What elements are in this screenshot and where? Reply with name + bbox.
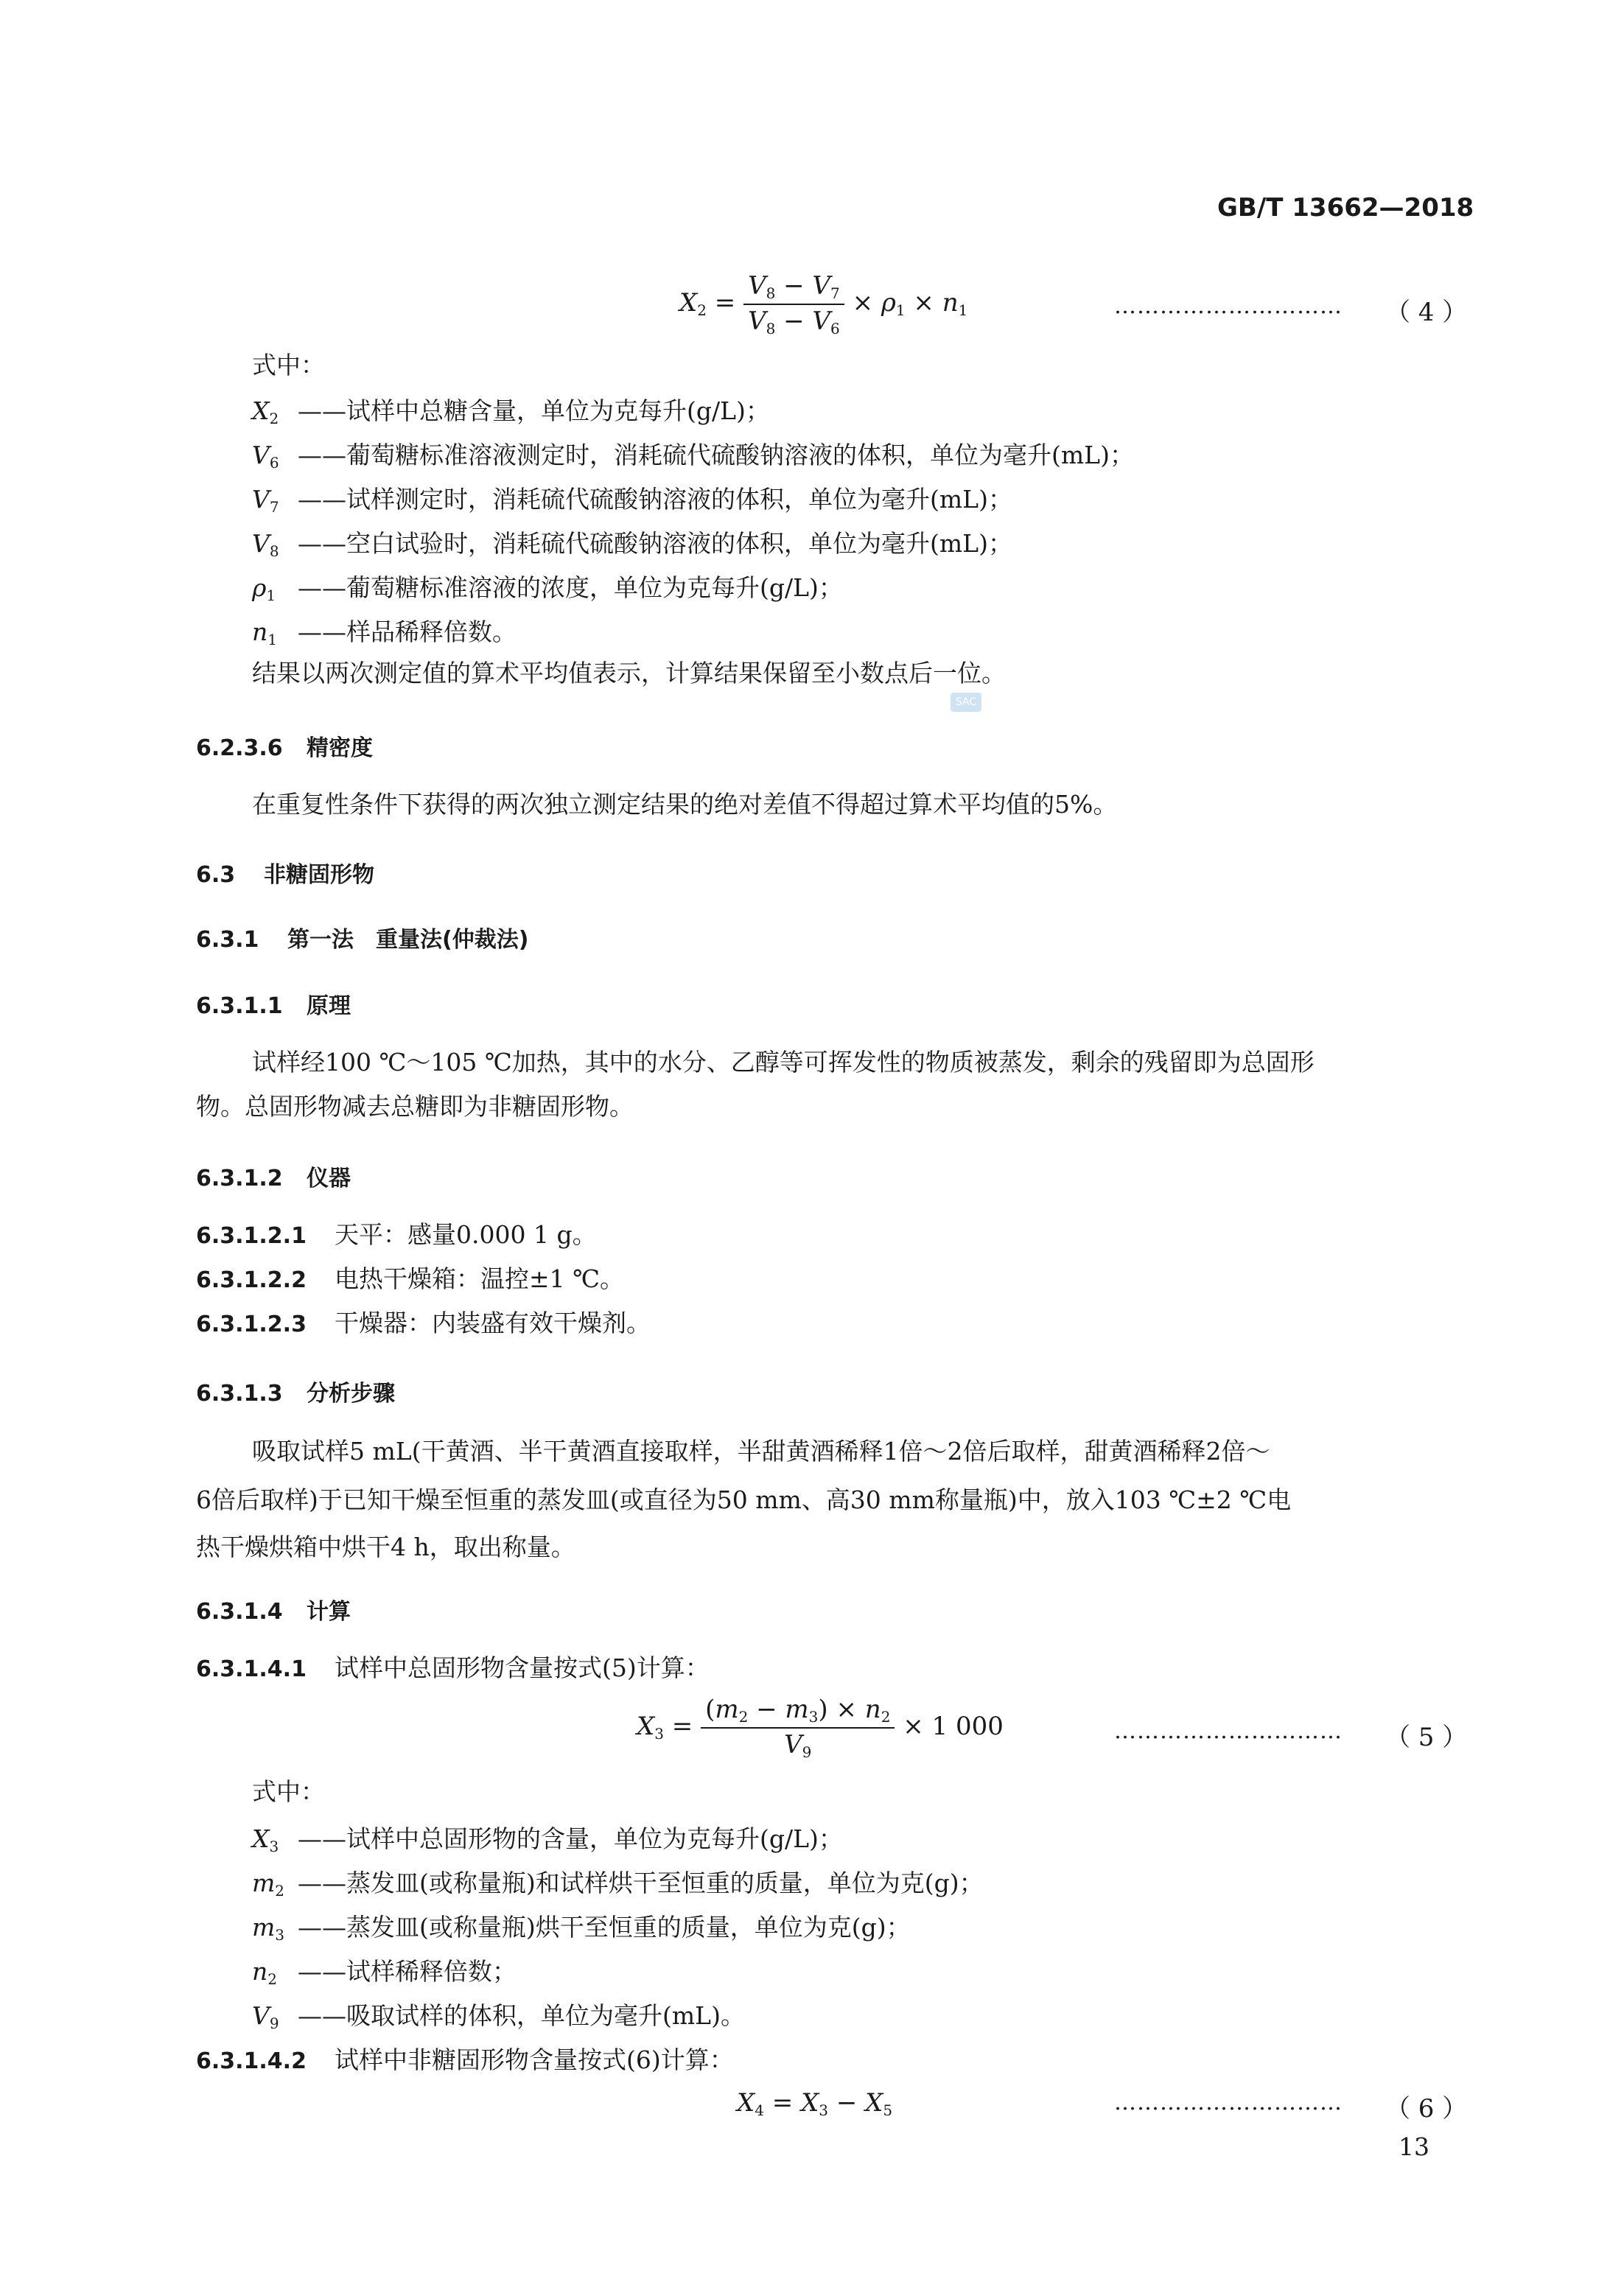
page-number: 13: [1399, 2132, 1429, 2161]
formula-5: $X_3$ = $\frac{(m_2 - m_3) \times n_2}{V_9}$ × 1 000: [637, 1695, 1004, 1761]
definition-row: $X_3$ ——试样中总固形物的含量，单位为克每升(g/L)；: [252, 1824, 843, 1855]
apparatus-item: 6.3.1.2.3 干燥器：内装盛有效干燥剂。: [196, 1309, 651, 1337]
definition-row: $V_6$ ——葡萄糖标准溶液测定时，消耗硫代硫酸钠溶液的体积，单位为毫升(mL)；: [252, 441, 1134, 472]
clause-6-3-1-4-1: 6.3.1.4.1 试样中总固形物含量按式(5)计算：: [196, 1653, 710, 1682]
definition-row: $m_3$ ——蒸发皿(或称量瓶)烘干至恒重的质量，单位为克(g)；: [252, 1913, 911, 1944]
clause-6-3-1-4-2: 6.3.1.4.2 试样中非糖固形物含量按式(6)计算：: [196, 2045, 734, 2074]
formula-5-leader: …………………………: [1114, 1718, 1343, 1744]
apparatus-item: 6.3.1.2.2 电热干燥箱：温控±1 ℃。: [196, 1264, 625, 1293]
section-heading-6-3-1-1: 6.3.1.1 原理: [196, 993, 351, 1019]
formula-4: $X_2$ = $\frac{V_8 - V_7}{V_8 - V_6}$ × $\rho_1 \times n_1$: [679, 271, 968, 337]
formula-4-label: （ 4 ）: [1385, 298, 1468, 327]
definition-row: $V_7$ ——试样测定时，消耗硫代硫酸钠溶液的体积，单位为毫升(mL)；: [252, 485, 1012, 516]
paragraph-line: 6倍后取样)于已知干燥至恒重的蒸发皿(或直径为50 mm、高30 mm称量瓶)中，放入103 ℃±2 ℃电: [196, 1485, 1292, 1514]
definition-row: $n_2$ ——试样稀释倍数；: [252, 1957, 517, 1988]
definition-row: $\rho_1$ ——葡萄糖标准溶液的浓度，单位为克每升(g/L)；: [252, 573, 843, 604]
paragraph-line: 热干燥烘箱中烘干4 h，取出称量。: [196, 1533, 575, 1561]
formula-5-label: （ 5 ）: [1385, 1723, 1468, 1752]
section-heading-6-2-3-6: 6.2.3.6 精密度: [196, 735, 373, 761]
section-heading-6-3: 6.3 非糖固形物: [196, 862, 374, 888]
paragraph: 在重复性条件下获得的两次独立测定结果的绝对差值不得超过算术平均值的5%。: [252, 790, 1118, 819]
formula-6-label: （ 6 ）: [1385, 2094, 1468, 2124]
section-heading-6-3-1-4: 6.3.1.4 计算: [196, 1599, 351, 1625]
formula-4-leader: …………………………: [1114, 293, 1343, 319]
where-label-1: 式中：: [252, 351, 325, 379]
section-heading-6-3-1: 6.3.1 第一法 重量法(仲裁法): [196, 927, 529, 953]
paragraph-line: 吸取试样5 mL(干黄酒、半干黄酒直接取样，半甜黄酒稀释1倍～2倍后取样，甜黄酒稀释2倍～: [252, 1437, 1270, 1466]
definition-row: $X_2$ ——试样中总糖含量，单位为克每升(g/L)；: [252, 396, 770, 427]
definition-row: $m_2$ ——蒸发皿(或称量瓶)和试样烘干至恒重的质量，单位为克(g)；: [252, 1869, 984, 1900]
where-label-2: 式中：: [252, 1777, 325, 1806]
section-heading-6-3-1-2: 6.3.1.2 仪器: [196, 1166, 351, 1191]
paragraph-line: 试样经100 ℃～105 ℃加热，其中的水分、乙醇等可挥发性的物质被蒸发，剩余的残留即为总固形: [252, 1048, 1315, 1077]
apparatus-item: 6.3.1.2.1 天平：感量0.000 1 g。: [196, 1220, 597, 1249]
result-note: 结果以两次测定值的算术平均值表示，计算结果保留至小数点后一位。: [252, 659, 1006, 687]
definition-row: $V_9$ ——吸取试样的体积，单位为毫升(mL)。: [252, 2001, 745, 2032]
definition-row: $n_1$ ——样品稀释倍数。: [252, 617, 517, 648]
standard-number: GB/T 13662—2018: [1217, 193, 1474, 223]
formula-6: $X_4 = X_3 - X_5$: [737, 2088, 893, 2119]
section-heading-6-3-1-3: 6.3.1.3 分析步骤: [196, 1381, 395, 1407]
paragraph-line: 物。总固形物减去总糖即为非糖固形物。: [196, 1092, 634, 1121]
definition-row: $V_8$ ——空白试验时，消耗硫代硫酸钠溶液的体积，单位为毫升(mL)；: [252, 529, 1012, 560]
formula-6-leader: …………………………: [1114, 2090, 1343, 2115]
watermark-logo: SAC: [951, 693, 981, 712]
